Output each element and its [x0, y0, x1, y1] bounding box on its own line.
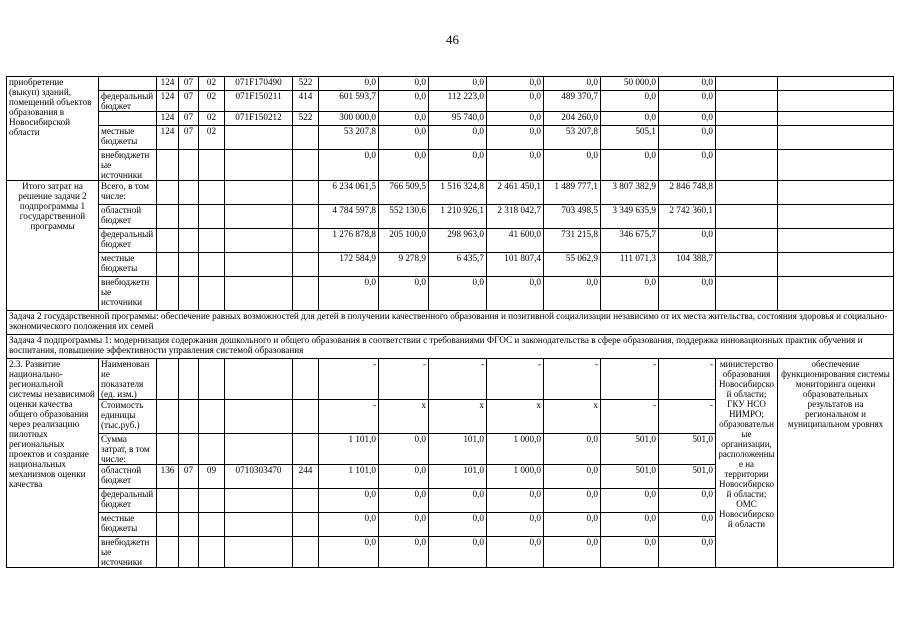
task-row: [7, 311, 894, 335]
code-cell: [179, 181, 199, 205]
amount-cell: 501,0: [659, 434, 716, 465]
amount-cell: 53 207,8: [319, 126, 379, 150]
code-cell: [293, 205, 319, 229]
code-cell: 071F150211: [225, 91, 293, 112]
amount-cell: 0,0: [544, 489, 601, 513]
table-row: [7, 253, 894, 277]
amount-cell: 501,0: [659, 465, 716, 489]
amount-cell: 0,0: [429, 77, 487, 91]
empty-cell: [778, 205, 894, 229]
amount-cell: 0,0: [319, 77, 379, 91]
empty-cell: [778, 91, 894, 112]
amount-cell: 0,0: [487, 277, 544, 311]
empty-cell: [778, 126, 894, 150]
amount-cell: -: [487, 359, 544, 400]
empty-cell: [778, 181, 894, 205]
amount-cell: 0,0: [429, 537, 487, 568]
amount-cell: 1 276 878,8: [319, 229, 379, 253]
code-cell: [225, 489, 293, 513]
amount-cell: 0,0: [379, 434, 429, 465]
empty-cell: [778, 277, 894, 311]
code-cell: [225, 126, 293, 150]
amount-cell: 0,0: [429, 277, 487, 311]
code-cell: 02: [199, 126, 225, 150]
amount-cell: 346 675,7: [601, 229, 659, 253]
code-cell: [293, 150, 319, 181]
code-cell: 07: [179, 465, 199, 489]
empty-cell: [716, 229, 778, 253]
code-cell: [293, 434, 319, 465]
code-cell: 09: [199, 465, 225, 489]
code-cell: [225, 205, 293, 229]
amount-cell: 1 101,0: [319, 434, 379, 465]
amount-cell: 0,0: [601, 537, 659, 568]
code-cell: [157, 434, 179, 465]
amount-cell: 6 234 061,5: [319, 181, 379, 205]
funding-source-cell: внебюджетные источники: [99, 277, 157, 311]
empty-cell: [716, 253, 778, 277]
amount-cell: x: [487, 400, 544, 434]
funding-source-cell: [99, 77, 157, 91]
funding-source-cell: местные бюджеты: [99, 126, 157, 150]
amount-cell: 0,0: [319, 150, 379, 181]
amount-cell: -: [659, 400, 716, 434]
amount-cell: 6 435,7: [429, 253, 487, 277]
code-cell: [157, 489, 179, 513]
amount-cell: 0,0: [487, 126, 544, 150]
amount-cell: 0,0: [544, 277, 601, 311]
code-cell: [199, 434, 225, 465]
code-cell: [225, 277, 293, 311]
funding-source-cell: областной бюджет: [99, 205, 157, 229]
code-cell: [225, 229, 293, 253]
code-cell: [199, 229, 225, 253]
amount-cell: 0,0: [601, 513, 659, 537]
amount-cell: 41 600,0: [487, 229, 544, 253]
code-cell: 07: [179, 77, 199, 91]
code-cell: [157, 537, 179, 568]
code-cell: [225, 181, 293, 205]
amount-cell: 489 370,7: [544, 91, 601, 112]
activity-name-cell: 2.3. Развитие национально-региональной системы независимой оценки качества общего образования через реализацию пилотных региональных проектов и создание национальных механизмов оценки качества: [7, 359, 99, 568]
amount-cell: 0,0: [379, 513, 429, 537]
amount-cell: x: [429, 400, 487, 434]
code-cell: 124: [157, 112, 179, 126]
code-cell: 07: [179, 91, 199, 112]
funding-source-cell: федеральный бюджет: [99, 91, 157, 112]
amount-cell: 104 388,7: [659, 253, 716, 277]
code-cell: [157, 253, 179, 277]
amount-cell: 300 000,0: [319, 112, 379, 126]
amount-cell: 0,0: [379, 277, 429, 311]
amount-cell: 501,0: [601, 434, 659, 465]
funding-source-cell: Сумма затрат, в том числе:: [99, 434, 157, 465]
amount-cell: x: [379, 400, 429, 434]
code-cell: [157, 205, 179, 229]
code-cell: [225, 400, 293, 434]
code-cell: [293, 253, 319, 277]
task-line-2: Задача 4 подпрограммы 1: модернизация содержания дошкольного и общего образования в соответствии с требованиями ФГОС и законодательства в сфере образования, поддержка инновационных практик обучения и воспитания, повышение эффективности управления системой образования: [7, 335, 894, 359]
budget-table: [6, 76, 894, 568]
code-cell: [179, 277, 199, 311]
code-cell: [199, 205, 225, 229]
amount-cell: 111 071,3: [601, 253, 659, 277]
activity-name-cell: Итого затрат на решение задачи 2 подпрограммы 1 государственной программы: [7, 181, 99, 311]
table-row: [7, 77, 894, 91]
result-cell: обеспечение функционирования системы мониторинга оценки образовательных результатов на региональном и муниципальном уровнях: [778, 359, 894, 568]
amount-cell: -: [601, 400, 659, 434]
amount-cell: 0,0: [487, 150, 544, 181]
code-cell: [179, 513, 199, 537]
amount-cell: 0,0: [601, 489, 659, 513]
code-cell: [157, 229, 179, 253]
code-cell: 071F170490: [225, 77, 293, 91]
amount-cell: 204 260,0: [544, 112, 601, 126]
code-cell: [293, 400, 319, 434]
amount-cell: 1 000,0: [487, 465, 544, 489]
empty-cell: [716, 91, 778, 112]
funding-source-cell: Всего, в том числе:: [99, 181, 157, 205]
amount-cell: 3 349 635,9: [601, 205, 659, 229]
amount-cell: 0,0: [601, 277, 659, 311]
code-cell: 124: [157, 77, 179, 91]
amount-cell: 1 000,0: [487, 434, 544, 465]
amount-cell: 0,0: [544, 150, 601, 181]
amount-cell: -: [429, 359, 487, 400]
amount-cell: 0,0: [319, 513, 379, 537]
amount-cell: 0,0: [429, 489, 487, 513]
amount-cell: 0,0: [379, 150, 429, 181]
page-number: 46: [446, 32, 459, 47]
table-row: [7, 359, 894, 400]
table-row: [7, 229, 894, 253]
amount-cell: 0,0: [487, 513, 544, 537]
amount-cell: 0,0: [601, 150, 659, 181]
amount-cell: 0,0: [319, 489, 379, 513]
funding-source-cell: [99, 112, 157, 126]
empty-cell: [778, 112, 894, 126]
amount-cell: 0,0: [487, 77, 544, 91]
code-cell: [199, 181, 225, 205]
amount-cell: 505,1: [601, 126, 659, 150]
funding-source-cell: Стоимость единицы (тыс.руб.): [99, 400, 157, 434]
code-cell: 071F150212: [225, 112, 293, 126]
table-row: [7, 91, 894, 112]
amount-cell: 0,0: [659, 537, 716, 568]
code-cell: [199, 513, 225, 537]
amount-cell: -: [319, 400, 379, 434]
funding-source-cell: областной бюджет: [99, 465, 157, 489]
code-cell: [293, 181, 319, 205]
empty-cell: [716, 126, 778, 150]
code-cell: [293, 537, 319, 568]
amount-cell: 0,0: [379, 112, 429, 126]
amount-cell: 0,0: [487, 112, 544, 126]
code-cell: 124: [157, 91, 179, 112]
code-cell: [199, 150, 225, 181]
amount-cell: 0,0: [544, 434, 601, 465]
amount-cell: 112 223,0: [429, 91, 487, 112]
amount-cell: 95 740,0: [429, 112, 487, 126]
amount-cell: 552 130,6: [379, 205, 429, 229]
amount-cell: 1 489 777,1: [544, 181, 601, 205]
amount-cell: 501,0: [601, 465, 659, 489]
amount-cell: 2 742 360,1: [659, 205, 716, 229]
code-cell: [179, 253, 199, 277]
amount-cell: 0,0: [379, 537, 429, 568]
code-cell: [225, 513, 293, 537]
amount-cell: 101 807,4: [487, 253, 544, 277]
code-cell: [179, 150, 199, 181]
amount-cell: 0,0: [659, 229, 716, 253]
funding-source-cell: местные бюджеты: [99, 513, 157, 537]
amount-cell: 0,0: [659, 77, 716, 91]
code-cell: 07: [179, 112, 199, 126]
table-row: [7, 112, 894, 126]
code-cell: 124: [157, 126, 179, 150]
amount-cell: 3 807 382,9: [601, 181, 659, 205]
amount-cell: 0,0: [487, 489, 544, 513]
code-cell: [157, 277, 179, 311]
code-cell: [225, 253, 293, 277]
table-row: [7, 205, 894, 229]
code-cell: 522: [293, 112, 319, 126]
code-cell: 02: [199, 91, 225, 112]
code-cell: [179, 434, 199, 465]
amount-cell: 0,0: [659, 91, 716, 112]
amount-cell: 601 593,7: [319, 91, 379, 112]
code-cell: [225, 150, 293, 181]
code-cell: [199, 400, 225, 434]
table-row: [7, 277, 894, 311]
amount-cell: 0,0: [379, 489, 429, 513]
amount-cell: 4 784 597,8: [319, 205, 379, 229]
amount-cell: 0,0: [429, 150, 487, 181]
code-cell: 136: [157, 465, 179, 489]
code-cell: [179, 359, 199, 400]
amount-cell: 731 215,8: [544, 229, 601, 253]
amount-cell: 0,0: [659, 489, 716, 513]
amount-cell: 766 509,5: [379, 181, 429, 205]
amount-cell: 1 516 324,8: [429, 181, 487, 205]
amount-cell: 0,0: [544, 513, 601, 537]
code-cell: [199, 359, 225, 400]
amount-cell: 0,0: [379, 465, 429, 489]
funding-source-cell: Наименование показателя (ед. изм.): [99, 359, 157, 400]
amount-cell: 0,0: [659, 150, 716, 181]
amount-cell: -: [544, 359, 601, 400]
code-cell: 02: [199, 77, 225, 91]
empty-cell: [778, 229, 894, 253]
empty-cell: [716, 181, 778, 205]
code-cell: [179, 489, 199, 513]
amount-cell: x: [544, 400, 601, 434]
code-cell: [157, 359, 179, 400]
code-cell: 02: [199, 112, 225, 126]
amount-cell: 55 062,9: [544, 253, 601, 277]
empty-cell: [716, 112, 778, 126]
amount-cell: 0,0: [319, 277, 379, 311]
funding-source-cell: федеральный бюджет: [99, 229, 157, 253]
amount-cell: -: [319, 359, 379, 400]
amount-cell: 0,0: [487, 537, 544, 568]
empty-cell: [778, 77, 894, 91]
amount-cell: 0,0: [544, 465, 601, 489]
amount-cell: 0,0: [429, 126, 487, 150]
code-cell: [199, 489, 225, 513]
amount-cell: 0,0: [319, 537, 379, 568]
code-cell: [179, 537, 199, 568]
code-cell: 07: [179, 126, 199, 150]
code-cell: [199, 253, 225, 277]
code-cell: 244: [293, 465, 319, 489]
amount-cell: 205 100,0: [379, 229, 429, 253]
code-cell: [225, 537, 293, 568]
empty-cell: [716, 150, 778, 181]
amount-cell: 0,0: [659, 513, 716, 537]
task-line-1: Задача 2 государственной программы: обеспечение равных возможностей для детей в получении качественного образования и позитивной социализации независимо от их места жительства, состояния здоровья и социально-экономического положения их семей: [7, 311, 894, 335]
amount-cell: -: [659, 359, 716, 400]
funding-source-cell: внебюджетные источники: [99, 537, 157, 568]
table-row: [7, 150, 894, 181]
amount-cell: 53 207,8: [544, 126, 601, 150]
empty-cell: [716, 277, 778, 311]
amount-cell: 2 318 042,7: [487, 205, 544, 229]
code-cell: 414: [293, 91, 319, 112]
code-cell: [225, 359, 293, 400]
code-cell: [179, 229, 199, 253]
amount-cell: 0,0: [659, 112, 716, 126]
code-cell: 0710303470: [225, 465, 293, 489]
table-row: [7, 181, 894, 205]
amount-cell: 0,0: [544, 537, 601, 568]
funding-source-cell: местные бюджеты: [99, 253, 157, 277]
amount-cell: 298 963,0: [429, 229, 487, 253]
code-cell: [293, 126, 319, 150]
code-cell: [293, 229, 319, 253]
amount-cell: 0,0: [601, 112, 659, 126]
amount-cell: 101,0: [429, 465, 487, 489]
amount-cell: 0,0: [659, 126, 716, 150]
empty-cell: [716, 205, 778, 229]
amount-cell: 0,0: [487, 91, 544, 112]
code-cell: [157, 400, 179, 434]
amount-cell: 703 498,5: [544, 205, 601, 229]
code-cell: [157, 150, 179, 181]
amount-cell: 0,0: [659, 277, 716, 311]
code-cell: [199, 537, 225, 568]
amount-cell: 2 461 450,1: [487, 181, 544, 205]
amount-cell: 1 210 926,1: [429, 205, 487, 229]
amount-cell: 0,0: [379, 126, 429, 150]
amount-cell: 0,0: [379, 77, 429, 91]
amount-cell: 0,0: [379, 91, 429, 112]
empty-cell: [716, 77, 778, 91]
code-cell: [293, 359, 319, 400]
funding-source-cell: федеральный бюджет: [99, 489, 157, 513]
amount-cell: 1 101,0: [319, 465, 379, 489]
funding-source-cell: внебюджетные источники: [99, 150, 157, 181]
code-cell: [179, 400, 199, 434]
empty-cell: [778, 253, 894, 277]
code-cell: [179, 205, 199, 229]
amount-cell: 50 000,0: [601, 77, 659, 91]
code-cell: [293, 513, 319, 537]
amount-cell: -: [379, 359, 429, 400]
code-cell: [157, 181, 179, 205]
code-cell: [293, 277, 319, 311]
amount-cell: 0,0: [429, 513, 487, 537]
amount-cell: 101,0: [429, 434, 487, 465]
code-cell: [225, 434, 293, 465]
code-cell: [199, 277, 225, 311]
activity-name-cell: приобретение (выкуп) зданий, помещений объектов образования в Новосибирской области: [7, 77, 99, 181]
amount-cell: 2 846 748,8: [659, 181, 716, 205]
executor-cell: министерство образования Новосибирской области; ГКУ НСО НИМРО; образовательные организации, расположенные на территории Новосибирской области; ОМС Новосибирской области: [716, 359, 778, 568]
empty-cell: [778, 150, 894, 181]
task-row: [7, 335, 894, 359]
amount-cell: 0,0: [544, 77, 601, 91]
table-row: [7, 126, 894, 150]
amount-cell: 172 584,9: [319, 253, 379, 277]
code-cell: [293, 489, 319, 513]
code-cell: 522: [293, 77, 319, 91]
code-cell: [157, 513, 179, 537]
amount-cell: -: [601, 359, 659, 400]
amount-cell: 0,0: [601, 91, 659, 112]
amount-cell: 9 278,9: [379, 253, 429, 277]
